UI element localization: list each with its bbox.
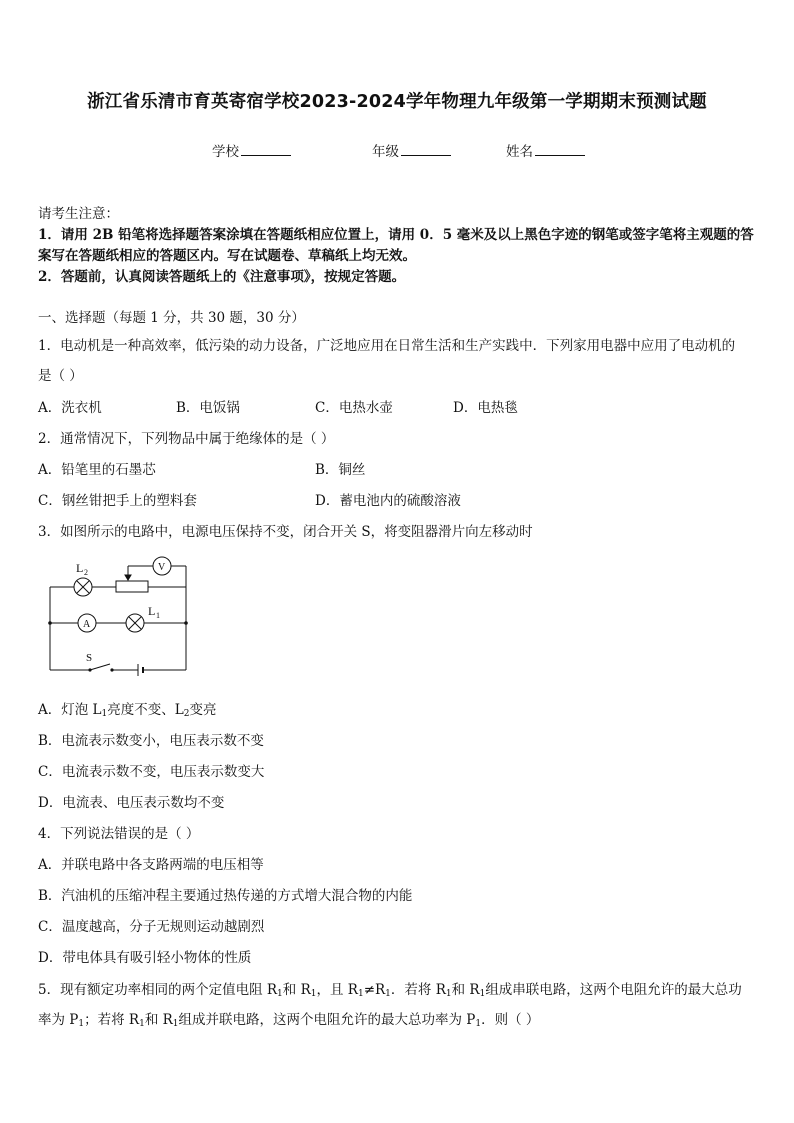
school-field[interactable]	[212, 140, 291, 160]
q3-a-text-2: 亮度不变、L	[107, 702, 184, 718]
q3-circuit-diagram	[40, 552, 200, 682]
label-switch: S	[86, 652, 93, 664]
rheostat-slider-icon	[125, 575, 131, 580]
q3-option-d[interactable]: D．电流表、电压表示数均不变	[38, 795, 225, 811]
label-ammeter: A	[83, 619, 91, 630]
q1-option-c[interactable]: C．电热水壶	[315, 400, 393, 416]
label-l2-sub: 2	[84, 568, 88, 577]
q4-option-c[interactable]: C．温度越高，分子无规则运动越剧烈	[38, 919, 265, 935]
q3-a-text-3: 变亮	[189, 702, 217, 718]
label-voltmeter: V	[158, 562, 166, 573]
grade-label: 年级	[372, 144, 399, 160]
q3-option-a[interactable]	[38, 698, 216, 719]
q2-stem: 2．通常情况下，下列物品中属于绝缘体的是（ ）	[38, 431, 335, 447]
label-l1: L	[148, 604, 156, 618]
q1-option-b[interactable]: B．电饭锅	[176, 400, 240, 416]
q3-a-sub-1: 1	[101, 709, 108, 719]
q4-option-d[interactable]: D．带电体具有吸引轻小物体的性质	[38, 950, 252, 966]
label-l2: L	[76, 561, 84, 575]
rheostat-icon	[116, 581, 148, 592]
q5-stem-line-2: 率为 $P_1$；若将 $R_1$和 $R_1$组成并联电路，这两个电阻允许的最大总功率为 $P_1$．则（ ）	[38, 1012, 540, 1029]
q4-stem: 4．下列说法错误的是（ ）	[38, 826, 200, 842]
q1-option-d[interactable]: D．电热毯	[453, 400, 518, 416]
q4-option-b[interactable]: B．汽油机的压缩冲程主要通过热传递的方式增大混合物的内能	[38, 888, 413, 904]
q3-option-b[interactable]: B．电流表示数变小，电压表示数不变	[38, 733, 264, 749]
name-blank[interactable]	[535, 143, 585, 156]
notice-heading: 请考生注意：	[38, 206, 119, 222]
q1-stem-line-2: 是（ ）	[38, 368, 83, 384]
q3-a-text-1: A．灯泡 L	[38, 702, 102, 718]
q2-option-a[interactable]: A．铅笔里的石墨芯	[38, 462, 156, 478]
notice-item-1-line-1: 1．请用 2B 铅笔将选择题答案涂填在答题纸相应位置上，请用 0．5 毫米及以上黑色字迹的钢笔或签字笔将主观题的答	[38, 227, 754, 243]
grade-field[interactable]	[372, 140, 451, 160]
q5-stem-line-1: 5．现有额定功率相同的两个定值电阻 $R_1$和 $R_1$，且 $R_1\ne R_1$．若将 $R_1$和 $R_1$组成串联电路，这两个电阻允许的最大总功	[38, 982, 742, 999]
grade-blank[interactable]	[401, 143, 451, 156]
q3-stem: 3．如图所示的电路中，电源电压保持不变，闭合开关 S，将变阻器滑片向左移动时	[38, 524, 533, 540]
notice-item-1-line-2: 案写在答题纸相应的答题区内。写在试题卷、草稿纸上均无效。	[38, 248, 416, 264]
school-blank[interactable]	[241, 143, 291, 156]
label-l1-sub: 1	[156, 611, 160, 620]
switch-s-icon	[90, 664, 110, 670]
school-label: 学校	[212, 144, 239, 160]
q1-stem-line-1: 1．电动机是一种高效率，低污染的动力设备，广泛地应用在日常生活和生产实践中．下列家用电器中应用了电动机的	[38, 338, 736, 354]
q2-option-c[interactable]: C．钢丝钳把手上的塑料套	[38, 493, 197, 509]
q2-option-d[interactable]: D．蓄电池内的硫酸溶液	[315, 493, 461, 509]
q3-a-sub-2: 2	[183, 709, 190, 719]
notice-item-2: 2．答题前，认真阅读答题纸上的《注意事项》，按规定答题。	[38, 269, 406, 285]
section-heading: 一、选择题（每题 1 分，共 30 题，30 分）	[38, 310, 305, 326]
q3-option-c[interactable]: C．电流表示数不变，电压表示数变大	[38, 764, 265, 780]
q2-option-b[interactable]: B．铜丝	[315, 462, 366, 478]
name-field[interactable]	[506, 140, 585, 160]
name-label: 姓名	[506, 144, 533, 160]
exam-title: 浙江省乐清市育英寄宿学校2023-2024学年物理九年级第一学期期末预测试题	[87, 92, 707, 112]
q4-option-a[interactable]: A．并联电路中各支路两端的电压相等	[38, 857, 264, 873]
q1-option-a[interactable]: A．洗衣机	[38, 400, 102, 416]
